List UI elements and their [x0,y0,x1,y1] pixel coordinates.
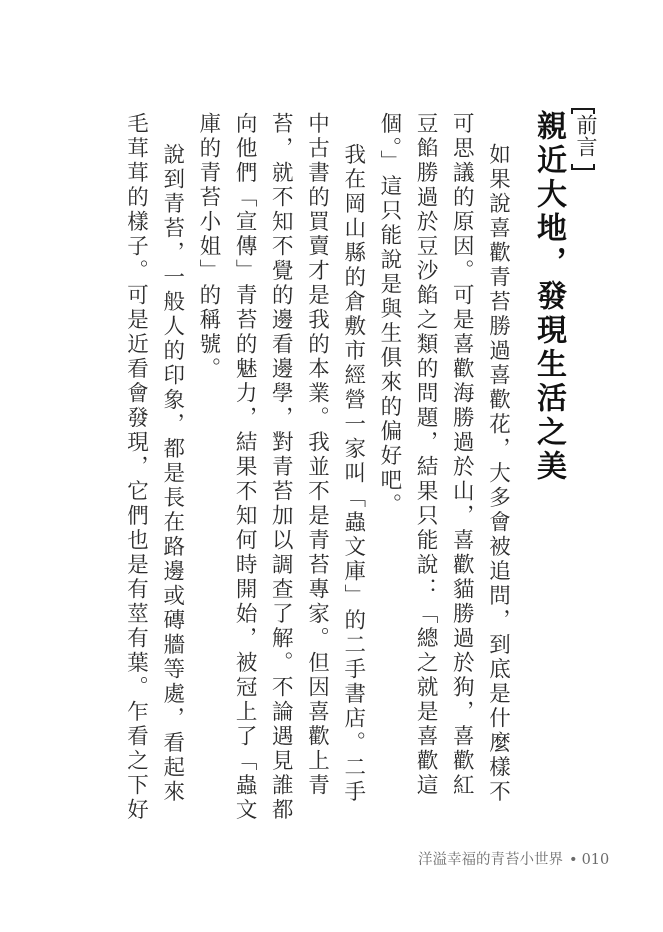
text-column: 我在岡山縣的倉敷市經營一家叫「蟲文庫」的二手書店。二手 [340,143,366,805]
text-column: 毛茸茸的樣子。可是近看會發現，它們也是有莖有葉。乍看之下好 [123,112,149,823]
page-number: 010 [581,852,610,868]
text-column: 中古書的買賣才是我的本業。我並不是青苔專家。但因喜歡上青 [304,112,330,798]
text-column: 庫的青苔小姐」的稱號。 [195,112,221,382]
text-column: 如果說喜歡青苔勝過喜歡花，大多會被追問，到底是什麼樣不 [485,143,511,805]
text-column: 苔，就不知不覺的邊看邊學，對青苔加以調查了解。不論遇見誰都 [268,112,294,823]
label-bracket-bottom [571,164,595,170]
text-column: 個。」這只能說是與生俱來的偏好吧。 [376,112,402,518]
text-column: 說到青苔，一般人的印象，都是長在路邊或磚牆等處，看起來 [159,143,185,805]
text-column: 豆餡勝過於豆沙餡之類的問題，結果只能說：「總之就是喜歡這 [413,112,439,798]
chapter-label: 前言 [574,114,598,158]
footer-separator: • [569,852,578,868]
text-column: 可思議的原因。可是喜歡海勝過於山，喜歡貓勝過於狗，喜歡紅 [449,112,475,798]
text-column: 向他們「宣傳」青苔的魅力，結果不知何時開始，被冠上了「蟲文 [232,112,258,823]
chapter-title: 親近大地，發現生活之美 [531,110,566,484]
running-title: 洋溢幸福的青苔小世界 [418,852,563,868]
page-footer [418,848,609,869]
